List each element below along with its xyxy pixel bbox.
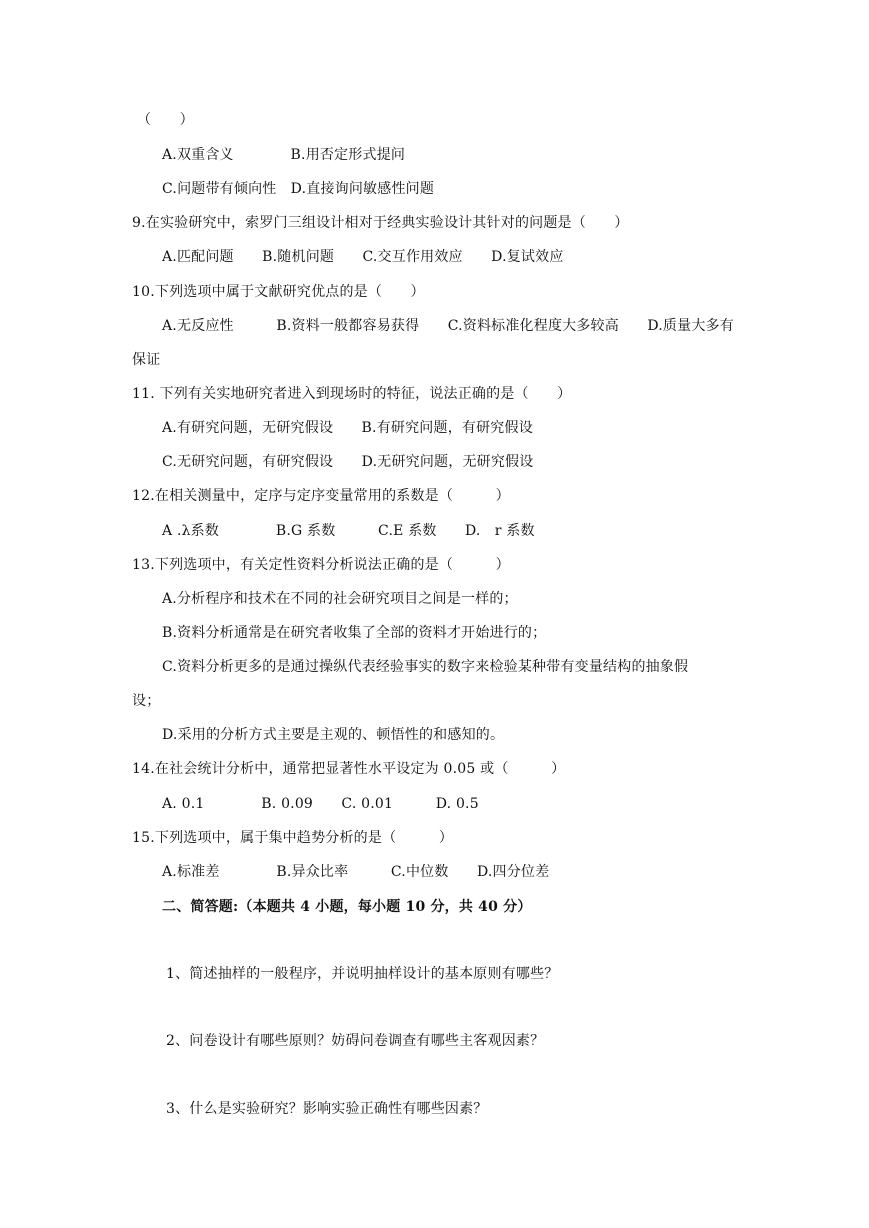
short-answer-question-1: 1、简述抽样的一般程序，并说明抽样设计的基本原则有哪些？ — [166, 966, 559, 982]
options-line: A.双重含义 B.用否定形式提问 — [162, 147, 406, 163]
question-14-options: A. 0.1 B. 0.09 C. 0.01 D. 0.5 — [162, 796, 479, 812]
question-13-option-b: B.资料分析通常是在研究者收集了全部的资料才开始进行的； — [162, 625, 547, 641]
question-12-stem: 12.在相关测量中，定序与定序变量常用的系数是（ ） — [132, 488, 510, 504]
options-line: C.问题带有倾向性 D.直接询问敏感性问题 — [162, 181, 435, 197]
answer-paren: （ ） — [137, 112, 194, 128]
question-11-options: C.无研究问题，有研究假设 D.无研究问题，无研究假设 — [162, 454, 534, 470]
question-12-options: A .λ系数 B.G 系数 C.E 系数 D. r 系数 — [162, 523, 535, 539]
question-13-stem: 13.下列选项中，有关定性资料分析说法正确的是（ ） — [132, 557, 510, 573]
question-10-options-cont: 保证 — [132, 352, 161, 368]
question-15-options: A.标准差 B.异众比率 C.中位数 D.四分位差 — [162, 864, 550, 880]
question-11-options: A.有研究问题，无研究假设 B.有研究问题，有研究假设 — [162, 420, 533, 436]
question-14-stem: 14.在社会统计分析中，通常把显著性水平设定为 0.05 或（ ） — [132, 761, 566, 777]
short-answer-question-2: 2、问卷设计有哪些原则？妨碍问卷调查有哪些主客观因素？ — [166, 1033, 545, 1049]
question-10-stem: 10.下列选项中属于文献研究优点的是（ ） — [132, 284, 425, 300]
question-13-option-a: A.分析程序和技术在不同的社会研究项目之间是一样的； — [162, 591, 518, 607]
section-2-heading: 二、简答题:（本题共 4 小题，每小题 10 分，共 40 分） — [162, 899, 532, 915]
question-9-stem: 9.在实验研究中，索罗门三组设计相对于经典实验设计其针对的问题是（ ） — [132, 215, 629, 231]
question-10-options: A.无反应性 B.资料一般都容易获得 C.资料标准化程度大多较高 D.质量大多有 — [162, 318, 734, 334]
question-11-stem: 11. 下列有关实地研究者进入到现场时的特征，说法正确的是（ ） — [132, 386, 572, 402]
question-9-options: A.匹配问题 B.随机问题 C.交互作用效应 D.复试效应 — [162, 249, 564, 265]
question-13-option-c-cont: 设； — [132, 693, 161, 709]
question-15-stem: 15.下列选项中，属于集中趋势分析的是（ ） — [132, 830, 454, 846]
short-answer-question-3: 3、什么是实验研究？影响实验正确性有哪些因素？ — [166, 1101, 488, 1117]
question-13-option-d: D.采用的分析方式主要是主观的、顿悟性的和感知的。 — [162, 727, 505, 743]
question-13-option-c: C.资料分析更多的是通过操纵代表经验事实的数字来检验某种带有变量结构的抽象假 — [162, 659, 689, 675]
